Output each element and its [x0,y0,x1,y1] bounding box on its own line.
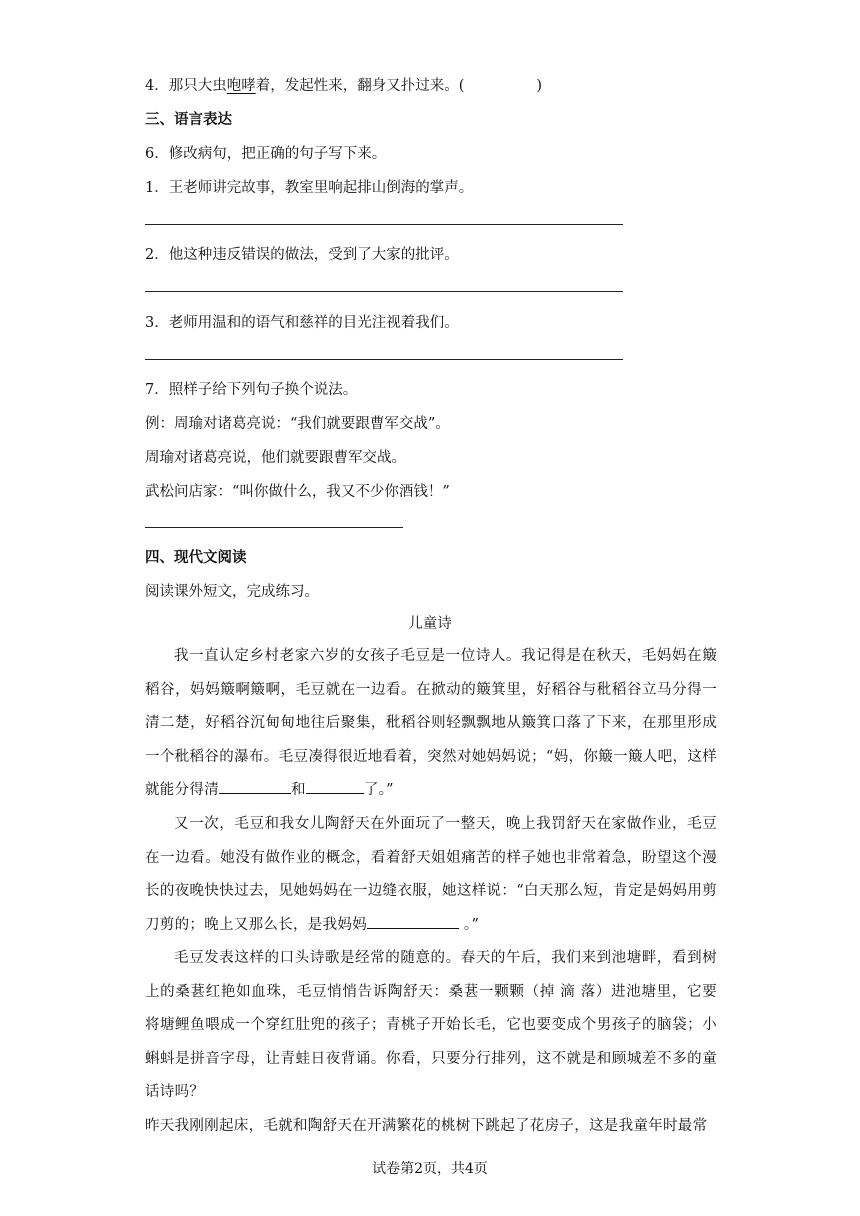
article-paragraph-3: 毛豆发表这样的口头诗歌是经常的随意的。春天的午后，我们来到池塘畔，看到树上的桑葚红艳如血珠，毛豆悄悄告诉陶舒天：桑葚一颗颗（掉 滴 落）进池塘里，它要将塘鲤鱼喂成一个穿红肚兜的孩子；青桃子开始长毛，它也要变成个男孩子的脑袋；小蝌蚪是拼音字母，让青蛙日夜背诵。你看，只要分行排列，这不就是和顾城差不多的童话诗吗？ [145,950,717,1100]
q7-prompt: 7．照样子给下列句子换个说法。 [145,382,358,398]
q7-answer-line[interactable] [145,527,403,528]
q4-prefix: 4．那只大虫 [145,78,227,94]
article-paragraph-2 [145,808,717,942]
article-paragraph-1 [145,640,717,808]
p2-text-a: 又一次，毛豆和我女儿陶舒天在外面玩了一整天，晚上我罚舒天在家做作业，毛豆在一边看。她没有做作业的概念，看着舒天姐姐痛苦的样子她也非常着急，盼望这个漫长的夜晚快快过去，见她妈妈在一边缝衣服，她这样说：“白天那么短，肯定是妈妈用剪刀剪的；晚上又那么长，是我妈妈 [145,816,717,933]
q6-item-1: 1．王老师讲完故事，教室里响起排山倒海的掌声。 [145,180,474,196]
q7-task: 武松问店家：“叫你做什么，我又不少你酒钱！” [145,484,450,500]
q7-example-1: 例：周瑜对诸葛亮说：“我们就要跟曹军交战”。 [145,416,450,432]
p1-blank-2[interactable] [306,779,364,794]
page-footer: 试卷第2页，共4页 [372,1161,488,1177]
p1-text-a: 我一直认定乡村老家六岁的女孩子毛豆是一位诗人。我记得是在秋天，毛妈妈在簸稻谷，妈妈簸啊簸啊，毛豆就在一边看。在掀动的簸箕里，好稻谷与秕稻谷立马分得一清二楚，好稻谷沉甸甸地往后聚集，秕稻谷则轻飘飘地从簸箕口落了下来，在那里形成一个秕稻谷的瀑布。毛豆凑得很近地看着，突然对她妈妈说；“妈，你簸一簸人吧，这样就能分得清 [145,648,717,798]
article-title: 儿童诗 [408,616,452,632]
q4-rest: 着，发起性来，翻身又扑过来。( [255,78,465,94]
question-4 [145,74,542,95]
article-paragraph-4: 昨天我刚刚起床，毛就和陶舒天在开满繁花的桃树下跳起了花房子，这是我童年时最常 [145,1118,708,1134]
q7-example-2: 周瑜对诸葛亮说，他们就要跟曹军交战。 [145,450,406,466]
p1-text-c: 了。” [363,782,394,798]
p2-text-b: 。” [459,916,480,933]
q6-answer-line-3[interactable] [145,359,623,360]
p2-blank[interactable] [367,914,459,929]
q6-answer-line-1[interactable] [145,224,623,225]
p1-blank-1[interactable] [219,779,291,794]
q6-answer-line-2[interactable] [145,291,623,292]
section-4-instruction: 阅读课外短文，完成练习。 [145,584,319,600]
p1-text-b: 和 [291,782,306,798]
q6-item-2: 2．他这种违反错误的做法，受到了大家的批评。 [145,247,459,263]
section-4-title: 四、现代文阅读 [145,550,247,566]
q6-prompt: 6．修改病句，把正确的句子写下来。 [145,146,387,162]
section-3-title: 三、语言表达 [145,112,232,128]
q4-underlined-word: 咆哮 [226,78,256,94]
q4-close: ) [536,78,543,94]
q6-item-3: 3．老师用温和的语气和慈祥的目光注视着我们。 [145,315,459,331]
